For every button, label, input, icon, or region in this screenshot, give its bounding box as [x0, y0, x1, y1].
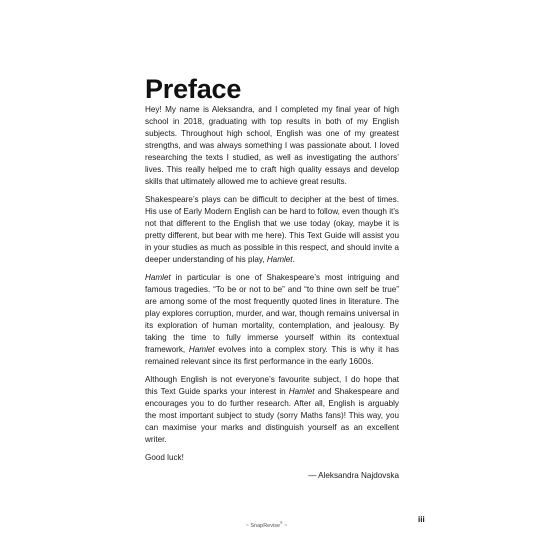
- title-reference: Hamlet: [288, 387, 315, 396]
- signoff: Good luck!: [145, 453, 184, 462]
- footer-brand-prefix: ~: [245, 522, 251, 529]
- paragraph: [145, 104, 399, 188]
- title-reference: Hamlet: [145, 273, 171, 282]
- text-run: Shakespeare’s plays can be difficult to decipher at the best of times. His use of Early Modern English can be hard to follow, even though it’s not that different to the English that we use today (okay, maybe it is pretty different, but bear with me here). This Text Guide will assist you in your studies as much as possible in this respect, and should invite a deeper understanding of his play,: [145, 195, 399, 264]
- brand-name: SnapRevise: [250, 522, 281, 529]
- text-run: evolves into a complex story. This is why it has remained relevant since its first performance in the early 1600s.: [145, 345, 399, 366]
- text-run: Although English is not everyone’s favourite subject, I do hope that this Text Guide sparks your interest in: [145, 375, 399, 396]
- footer-brand-suffix: ~: [282, 522, 288, 529]
- page-title: Preface: [145, 74, 242, 104]
- preface-body: [145, 104, 399, 482]
- paragraph: [145, 272, 399, 368]
- text-run: and Shakespeare and encourages you to do further research. After all, English is arguably the most important subject to study (sorry Maths fans)! This way, you can maximise your marks and distinguish yourself as an excellent writer.: [145, 387, 399, 444]
- title-reference: Hamlet: [188, 345, 215, 354]
- title-reference: Hamlet: [266, 255, 293, 264]
- footer-brand: [0, 519, 533, 530]
- paragraph: [145, 374, 399, 446]
- registered-mark: ®: [280, 521, 283, 525]
- page-number: iii: [418, 515, 425, 524]
- paragraph: [145, 194, 399, 266]
- text-run: Hey! My name is Aleksandra, and I completed my final year of high school in 2018, graduating with top results in both of my English subjects. Throughout high school, English was one of my greatest strengths, and was always something I was passionate about. I loved researching the texts I studied, as well as investigating the authors’ lives. This really helped me to craft high quality essays and develop skills that ultimately allowed me to achieve great results.: [145, 105, 399, 186]
- author-signature: — Aleksandra Najdovska: [308, 471, 399, 480]
- text-run: .: [292, 255, 295, 264]
- text-run: in particular is one of Shakespeare’s most intriguing and famous tragedies. “To be or not to be” and “to thine own self be true” are among some of the most frequently quoted lines in literature. The play explores corruption, murder, and war, though remains universal in its exploration of human mortality, contemplation, and jealousy. By taking the time to fully immerse yourself within its contextual framework,: [145, 273, 399, 354]
